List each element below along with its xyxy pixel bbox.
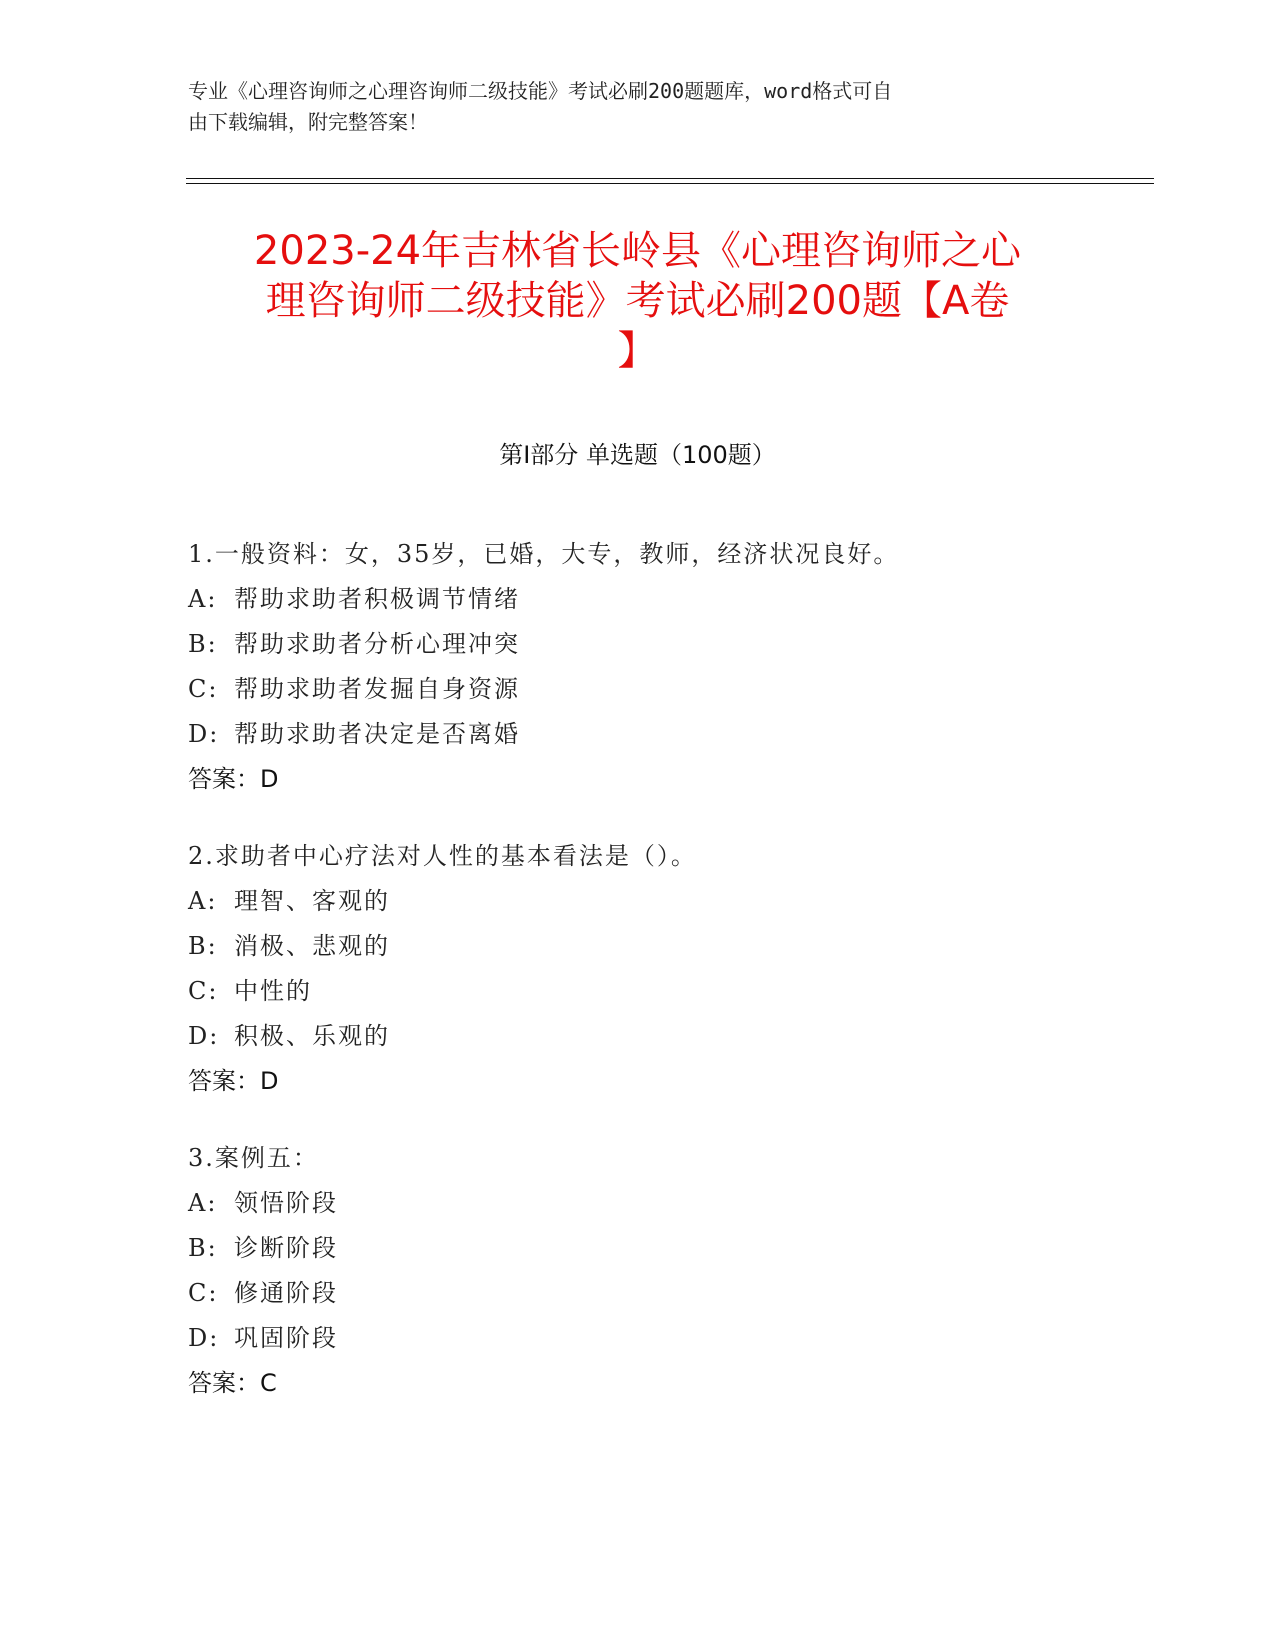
option-c [188, 1271, 1148, 1316]
answer-prefix: 答案： [188, 1369, 260, 1397]
option-a [188, 879, 1148, 924]
option-label: D: [188, 1022, 220, 1050]
option-d [188, 1316, 1148, 1361]
answer-value: C [260, 1369, 277, 1397]
answer-value: D [260, 765, 279, 793]
question-stem: 3.案例五： [188, 1144, 319, 1172]
option-text: 帮助求助者发掘自身资源 [234, 675, 520, 703]
option-b [188, 622, 1148, 667]
question-item [188, 1136, 1148, 1406]
section-heading: 第Ⅰ部分 单选题（100题） [499, 441, 776, 469]
option-text: 消极、悲观的 [234, 932, 390, 960]
title-line-2: 理咨询师二级技能》考试必刷200题【A卷 [265, 278, 1010, 324]
option-text: 理智、客观的 [234, 887, 390, 915]
option-text: 帮助求助者积极调节情绪 [234, 585, 520, 613]
option-d [188, 1014, 1148, 1059]
option-b [188, 1226, 1148, 1271]
header-divider-bottom [186, 183, 1154, 184]
option-c [188, 667, 1148, 712]
option-text: 帮助求助者决定是否离婚 [234, 720, 520, 748]
option-a [188, 577, 1148, 622]
answer-prefix: 答案： [188, 1067, 260, 1095]
option-text: 领悟阶段 [234, 1189, 338, 1217]
title-line-3: 】 [617, 328, 658, 374]
option-text: 帮助求助者分析心理冲突 [234, 630, 520, 658]
option-text: 诊断阶段 [234, 1234, 338, 1262]
question-item [188, 532, 1148, 802]
option-label: B: [188, 1234, 218, 1262]
option-c [188, 969, 1148, 1014]
option-text: 修通阶段 [234, 1279, 338, 1307]
question-list [188, 532, 1148, 1438]
option-text: 积极、乐观的 [234, 1022, 390, 1050]
answer-value: D [260, 1067, 279, 1095]
title-line-1: 2023-24年吉林省长岭县《心理咨询师之心 [253, 228, 1022, 274]
option-label: C: [188, 675, 219, 703]
option-label: A: [188, 1189, 218, 1217]
option-label: C: [188, 1279, 219, 1307]
header-divider-top [186, 178, 1154, 179]
header-note [188, 76, 1088, 138]
option-label: B: [188, 630, 218, 658]
option-label: D: [188, 1324, 220, 1352]
question-stem: 2.求助者中心疗法对人性的基本看法是（）。 [188, 842, 697, 870]
question-stem: 1.一般资料：女，35岁，已婚，大专，教师，经济状况良好。 [188, 540, 900, 568]
option-label: D: [188, 720, 220, 748]
option-label: C: [188, 977, 219, 1005]
option-d [188, 712, 1148, 757]
answer-line [188, 1059, 1148, 1104]
option-b [188, 924, 1148, 969]
option-label: A: [188, 887, 218, 915]
header-note-line-1: 专业《心理咨询师之心理咨询师二级技能》考试必刷200题题库，word格式可自 [188, 79, 893, 103]
answer-line [188, 1361, 1148, 1406]
header-note-line-2: 由下载编辑，附完整答案！ [188, 110, 428, 134]
option-label: A: [188, 585, 218, 613]
option-text: 中性的 [234, 977, 312, 1005]
document-title [190, 226, 1085, 376]
answer-prefix: 答案： [188, 765, 260, 793]
option-label: B: [188, 932, 218, 960]
question-item [188, 834, 1148, 1104]
option-text: 巩固阶段 [234, 1324, 338, 1352]
answer-line [188, 757, 1148, 802]
option-a [188, 1181, 1148, 1226]
